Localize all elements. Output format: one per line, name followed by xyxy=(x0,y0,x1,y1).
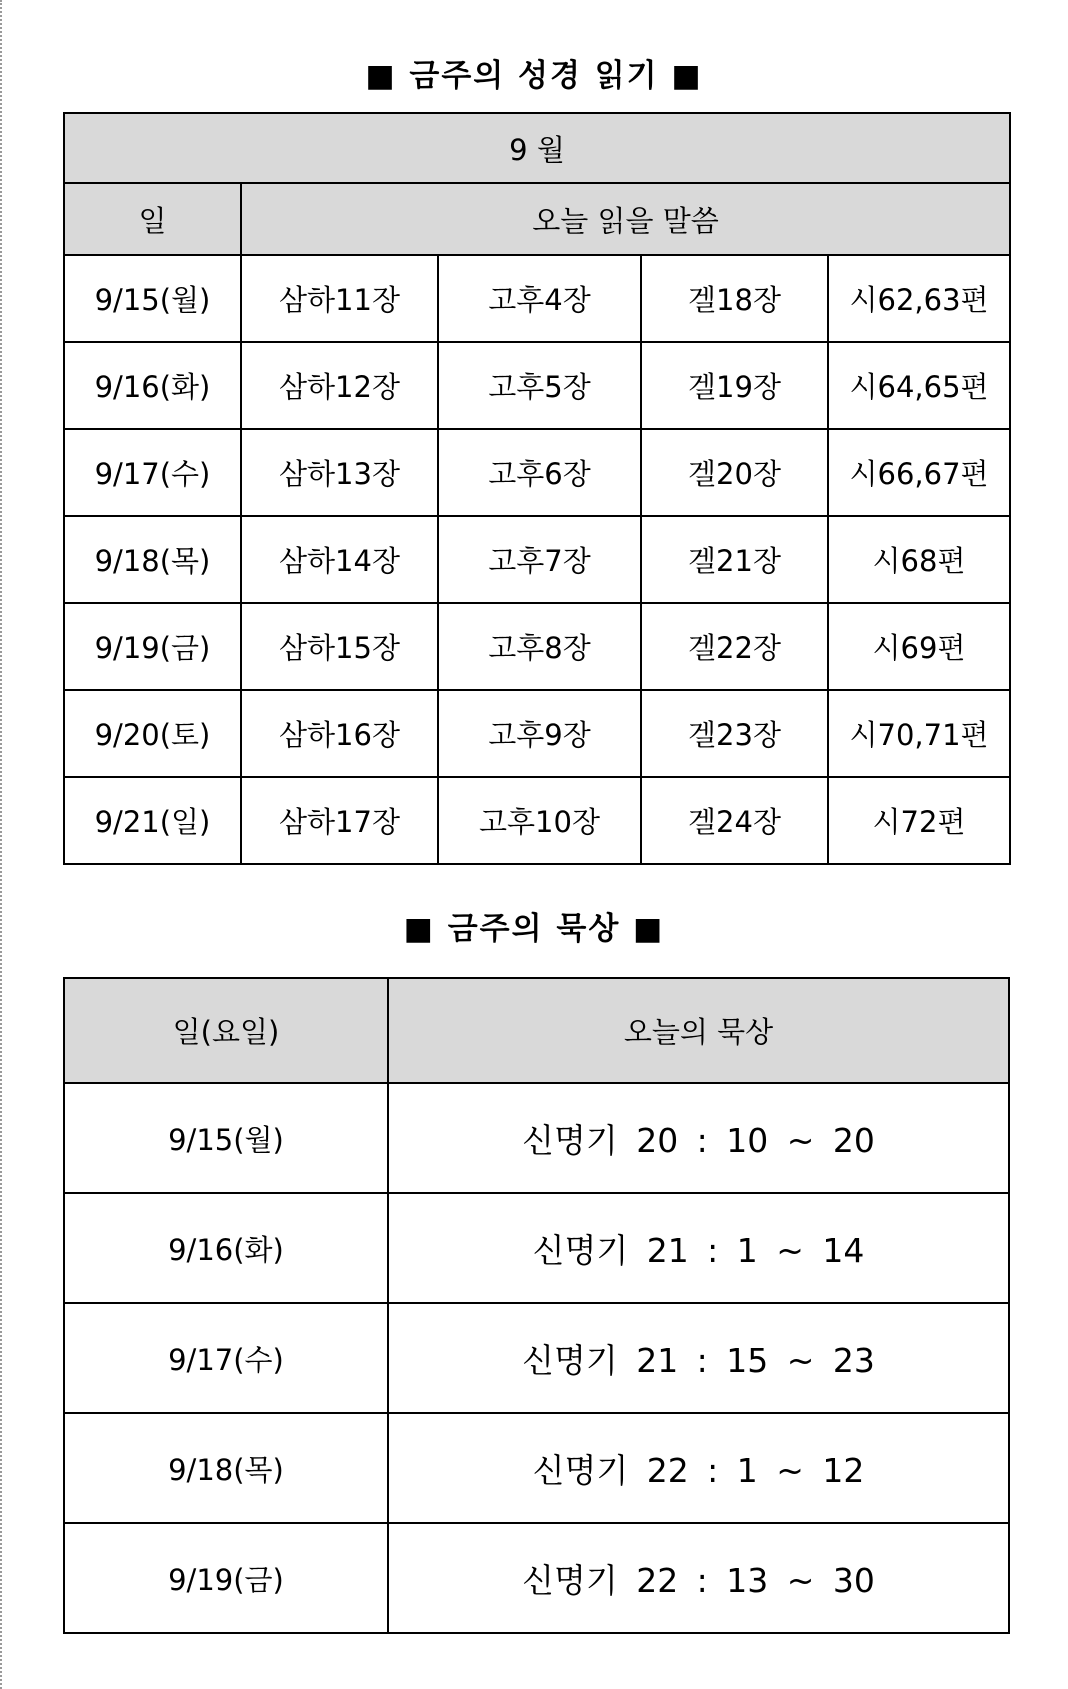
reading-cell: 고후10장 xyxy=(438,777,641,864)
meditation-table xyxy=(63,977,1010,1634)
table-row xyxy=(64,342,1010,429)
reading-cell: 고후9장 xyxy=(438,690,641,777)
reading-cell: 삼하13장 xyxy=(241,429,438,516)
table-row xyxy=(64,1523,1009,1633)
reading-cell: 고후5장 xyxy=(438,342,641,429)
reading-cell: 삼하14장 xyxy=(241,516,438,603)
reading-cell: 겔22장 xyxy=(641,603,828,690)
reading-cell: 고후6장 xyxy=(438,429,641,516)
reading-cell: 시70,71편 xyxy=(828,690,1010,777)
day-column-header: 일(요일) xyxy=(64,978,388,1083)
column-header-row xyxy=(64,183,1010,255)
day-cell: 9/15(월) xyxy=(64,1083,388,1193)
reading-cell: 겔24장 xyxy=(641,777,828,864)
reading-cell: 겔20장 xyxy=(641,429,828,516)
day-cell: 9/16(화) xyxy=(64,342,241,429)
reading-cell: 고후4장 xyxy=(438,255,641,342)
bible-reading-title: ■ 금주의 성경 읽기 ■ xyxy=(365,58,703,94)
reading-cell: 삼하16장 xyxy=(241,690,438,777)
reading-cell: 고후8장 xyxy=(438,603,641,690)
reading-cell: 삼하12장 xyxy=(241,342,438,429)
scripture-reference-cell: 신명기 21 : 15 ~ 23 xyxy=(388,1303,1009,1413)
table-row xyxy=(64,777,1010,864)
day-cell: 9/18(목) xyxy=(64,516,241,603)
table-row xyxy=(64,516,1010,603)
day-cell: 9/19(금) xyxy=(64,1523,388,1633)
table-row xyxy=(64,1083,1009,1193)
reading-cell: 겔23장 xyxy=(641,690,828,777)
reading-cell: 삼하11장 xyxy=(241,255,438,342)
table-row xyxy=(64,429,1010,516)
table-row xyxy=(64,1303,1009,1413)
scripture-reference-cell: 신명기 20 : 10 ~ 20 xyxy=(388,1083,1009,1193)
table-row xyxy=(64,1413,1009,1523)
day-cell: 9/17(수) xyxy=(64,1303,388,1413)
day-cell: 9/19(금) xyxy=(64,603,241,690)
day-cell: 9/21(일) xyxy=(64,777,241,864)
day-cell: 9/20(토) xyxy=(64,690,241,777)
scripture-reference-cell: 신명기 22 : 13 ~ 30 xyxy=(388,1523,1009,1633)
reading-cell: 겔18장 xyxy=(641,255,828,342)
day-cell: 9/16(화) xyxy=(64,1193,388,1303)
reading-cell: 시69편 xyxy=(828,603,1010,690)
day-cell: 9/17(수) xyxy=(64,429,241,516)
scripture-reference-cell: 신명기 22 : 1 ~ 12 xyxy=(388,1413,1009,1523)
reading-cell: 삼하17장 xyxy=(241,777,438,864)
table-row xyxy=(64,690,1010,777)
meditation-column-header: 오늘의 묵상 xyxy=(388,978,1009,1083)
table-row xyxy=(64,255,1010,342)
reading-cell: 시62,63편 xyxy=(828,255,1010,342)
table-row xyxy=(64,603,1010,690)
reading-cell: 시72편 xyxy=(828,777,1010,864)
margin-dotted-rule xyxy=(0,0,2,1689)
reading-cell: 시64,65편 xyxy=(828,342,1010,429)
column-header-row xyxy=(64,978,1009,1083)
reading-cell: 겔19장 xyxy=(641,342,828,429)
reading-cell: 시68편 xyxy=(828,516,1010,603)
meditation-title: ■ 금주의 묵상 ■ xyxy=(403,911,665,947)
scripture-reference-cell: 신명기 21 : 1 ~ 14 xyxy=(388,1193,1009,1303)
month-header-row xyxy=(64,113,1010,183)
day-column-header: 일 xyxy=(64,183,241,255)
day-cell: 9/15(월) xyxy=(64,255,241,342)
reading-cell: 겔21장 xyxy=(641,516,828,603)
reading-cell: 고후7장 xyxy=(438,516,641,603)
day-cell: 9/18(목) xyxy=(64,1413,388,1523)
table-row xyxy=(64,1193,1009,1303)
reading-cell: 삼하15장 xyxy=(241,603,438,690)
reading-cell: 시66,67편 xyxy=(828,429,1010,516)
month-header: 9 월 xyxy=(64,113,1010,183)
reading-column-header: 오늘 읽을 말씀 xyxy=(241,183,1010,255)
bible-reading-table xyxy=(63,112,1011,865)
